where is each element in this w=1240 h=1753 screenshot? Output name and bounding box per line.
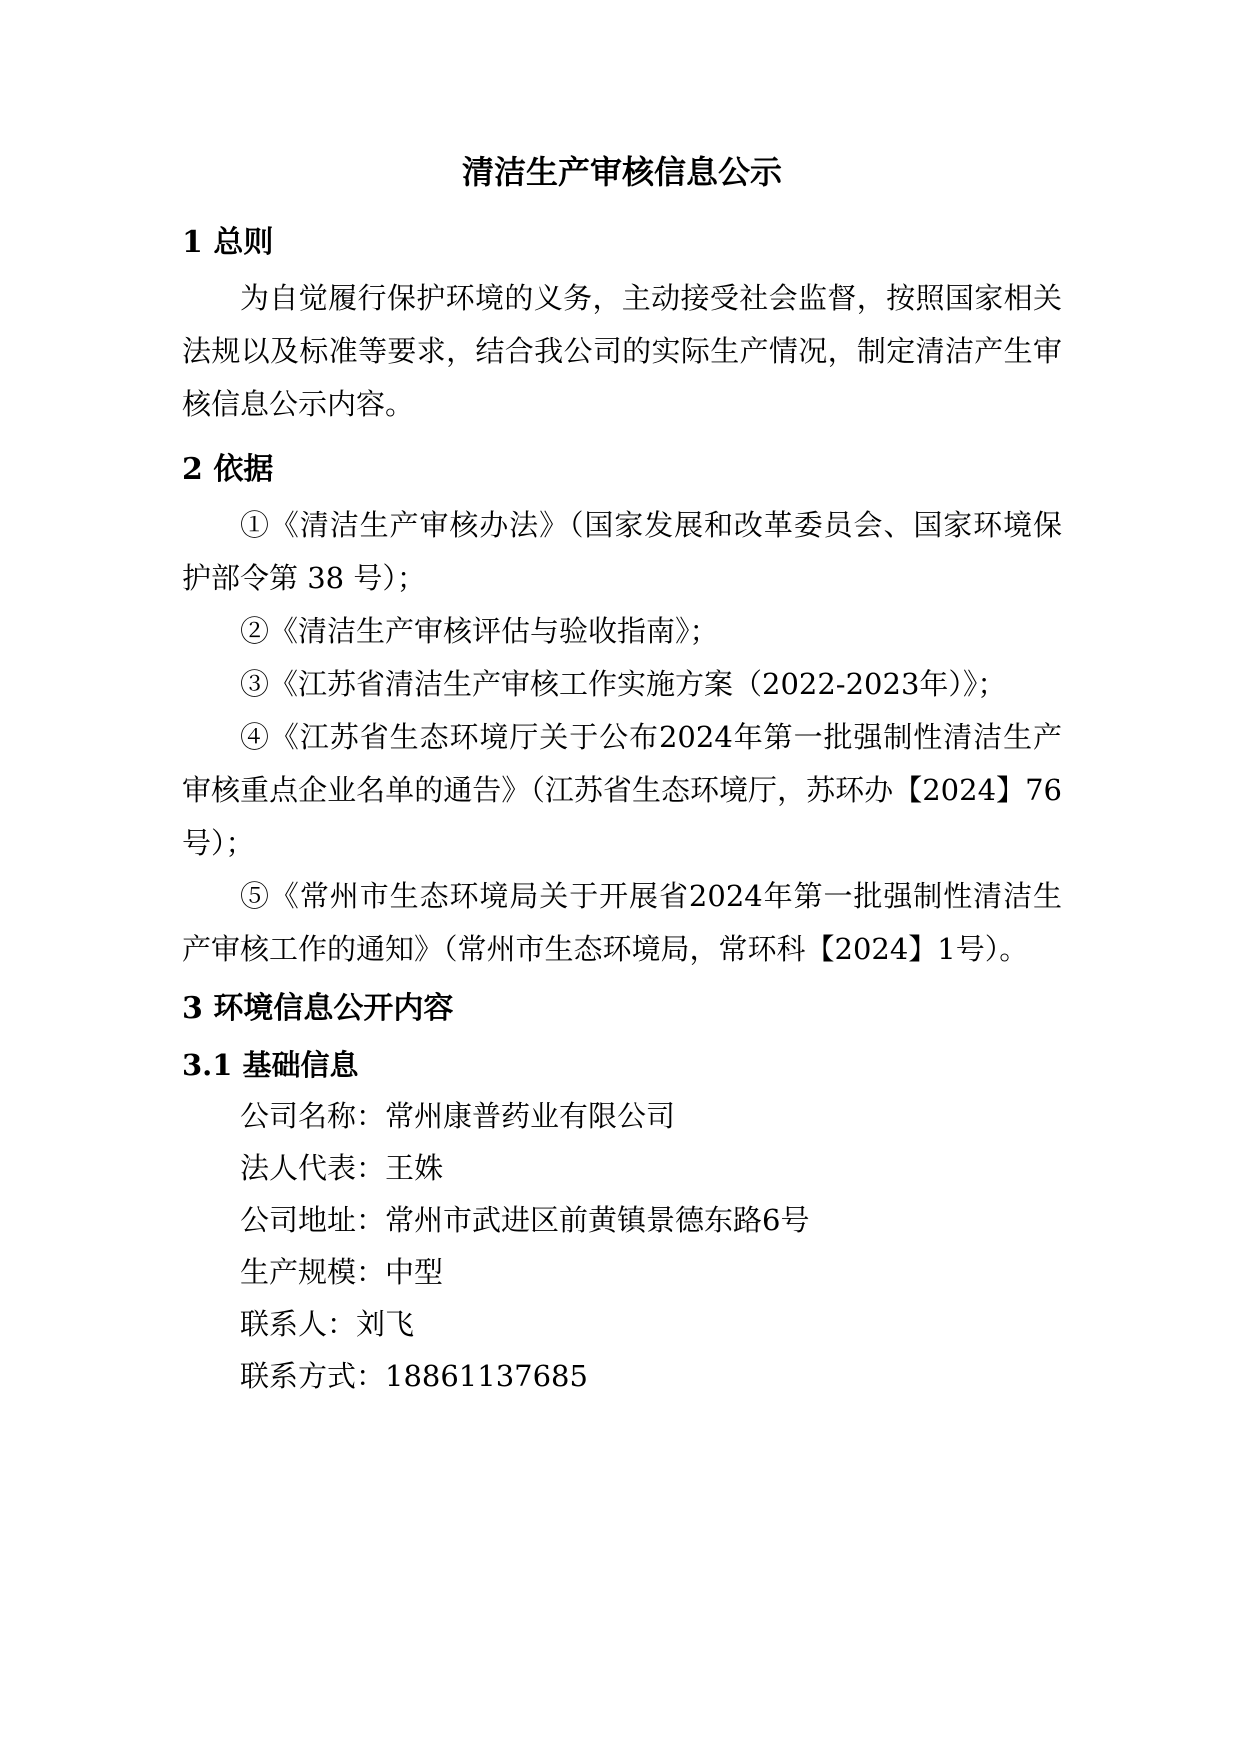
basis-item-3: ③《江苏省清洁生产审核工作实施方案（2022-2023年）》； <box>240 667 1007 701</box>
basis-item-2: ②《清洁生产审核评估与验收指南》； <box>240 614 719 648</box>
basic-info-list <box>182 1090 1062 1402</box>
basis-item-5: ⑤《常州市生态环境局关于开展省2024年第一批强制性清洁生产审核工作的通知》（常州市生态环境局，常环科【2024】1号）。 <box>182 879 1062 966</box>
heading-basic-info: 3.1 基础信息 <box>182 1048 359 1082</box>
heading-section-general: 1 总则 <box>182 225 274 260</box>
info-line-contact-person: 联系人：刘飞 <box>240 1307 415 1341</box>
info-line-contact-phone: 联系方式：18861137685 <box>240 1359 588 1393</box>
heading-section-basis: 2 依据 <box>182 452 274 487</box>
info-line-company-name: 公司名称：常州康普药业有限公司 <box>240 1099 676 1133</box>
paragraph-general: 为自觉履行保护环境的义务，主动接受社会监督，按照国家相关法规以及标准等要求，结合我公司的实际生产情况，制定清洁产生审核信息公示内容。 <box>182 281 1062 421</box>
info-line-production-scale: 生产规模：中型 <box>240 1255 444 1289</box>
basis-item-list <box>182 499 1062 976</box>
heading-section-disclosure: 3 环境信息公开内容 <box>182 991 454 1026</box>
basis-item-4: ④《江苏省生态环境厅关于公布2024年第一批强制性清洁生产审核重点企业名单的通告》（江苏省生态环境厅，苏环办【2024】76号）； <box>182 720 1062 860</box>
document-title: 清洁生产审核信息公示 <box>461 153 782 191</box>
info-line-legal-representative: 法人代表：王姝 <box>240 1151 444 1185</box>
info-line-company-address: 公司地址：常州市武进区前黄镇景德东路6号 <box>240 1203 810 1237</box>
basis-item-1: ①《清洁生产审核办法》（国家发展和改革委员会、国家环境保护部令第 38 号）； <box>182 508 1062 595</box>
